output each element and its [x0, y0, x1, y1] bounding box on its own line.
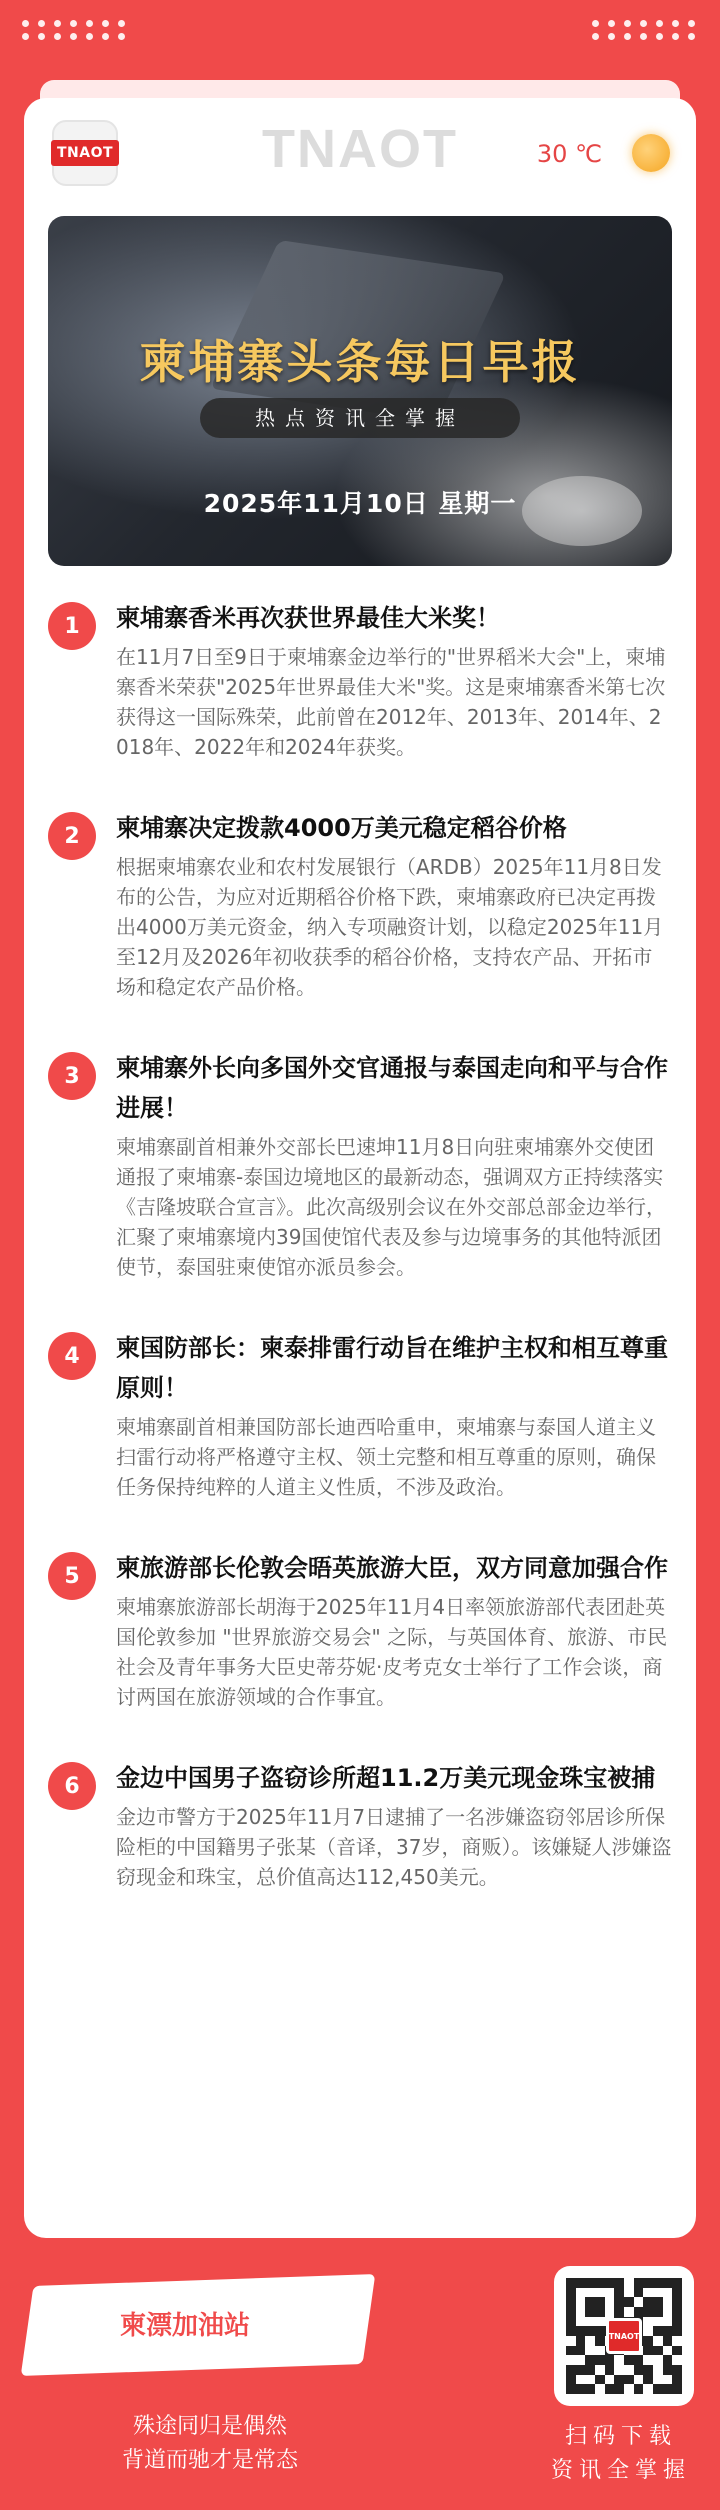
news-title[interactable]: 金边中国男子盗窃诊所超11.2万美元现金珠宝被捕	[116, 1764, 656, 1792]
news-title[interactable]: 柬国防部长：柬泰排雷行动旨在维护主权和相互尊重原则！	[116, 1334, 668, 1402]
footer-slogan	[90, 2410, 330, 2478]
newsletter-card	[24, 98, 696, 2238]
news-number-badge: 5	[48, 1552, 96, 1600]
news-number-badge: 2	[48, 812, 96, 860]
news-title[interactable]: 柬旅游部长伦敦会晤英旅游大臣，双方同意加强合作	[116, 1554, 668, 1582]
news-number-badge: 4	[48, 1332, 96, 1380]
news-body: 金边市警方于2025年11月7日逮捕了一名涉嫌盗窃邻居诊所保险柜的中国籍男子张某（音译，37岁，商贩）。该嫌疑人涉嫌盗窃现金和珠宝，总价值高达112,450美元。	[116, 1805, 672, 1889]
news-body: 柬埔寨旅游部长胡海于2025年11月4日率领旅游部代表团赴英国伦敦参加 "世界旅游交易会" 之际，与英国体育、旅游、市民社会及青年事务大臣史蒂芬妮·皮考克女士举行了工作会谈，商讨两国在旅游领域的合作事宜。	[116, 1595, 668, 1709]
logo-text: TNAOT	[51, 140, 119, 166]
temperature-readout: 30 ℃	[536, 140, 602, 168]
qr-caption-line-2: 资讯全掌握	[550, 2458, 691, 2483]
news-body: 柬埔寨副首相兼外交部长巴速坤11月8日向驻柬埔寨外交使团通报了柬埔寨-泰国边境地区的最新动态，强调双方正持续落实《吉隆坡联合宣言》。此次高级别会议在外交部总部金边举行，汇聚了柬埔寨境内39国使馆代表及参与边境事务的其他特派团使节，泰国驻柬使馆亦派员参会。	[116, 1135, 666, 1279]
news-item[interactable]	[48, 1328, 672, 1502]
news-number-badge: 6	[48, 1762, 96, 1810]
banner-date: 2025年11月10日 星期一	[203, 489, 517, 518]
card-header	[24, 98, 696, 208]
news-title[interactable]: 柬埔寨香米再次获世界最佳大米奖！	[116, 604, 500, 632]
sun-icon	[632, 134, 670, 172]
news-list	[48, 598, 672, 1938]
qr-code[interactable]	[554, 2266, 694, 2406]
slogan-line-1: 殊途同归是偶然	[132, 2414, 287, 2439]
news-title[interactable]: 柬埔寨决定拨款4000万美元稳定稻谷价格	[116, 814, 567, 842]
news-item[interactable]	[48, 1758, 672, 1892]
qr-caption	[546, 2420, 696, 2488]
brand-title: TNAOT	[262, 119, 458, 179]
decorative-dots-left	[22, 20, 128, 40]
news-body: 根据柬埔寨农业和农村发展银行（ARDB）2025年11月8日发布的公告，为应对近期稻谷价格下跌，柬埔寨政府已决定再拨出4000万美元资金，纳入专项融资计划，以稳定2025年11月至12月及2026年初收获季的稻谷价格，支持农产品、开拓市场和稳定农产品价格。	[116, 855, 664, 999]
news-body: 柬埔寨副首相兼国防部长迪西哈重申，柬埔寨与泰国人道主义扫雷行动将严格遵守主权、领土完整和相互尊重的原则，确保任务保持纯粹的人道主义性质，不涉及政治。	[116, 1415, 656, 1499]
banner-title: 柬埔寨头条每日早报	[139, 335, 581, 389]
news-number-badge: 3	[48, 1052, 96, 1100]
slogan-line-2: 背道而驰才是常态	[121, 2448, 298, 2473]
news-item[interactable]	[48, 598, 672, 762]
hero-banner	[48, 216, 672, 566]
news-item[interactable]	[48, 1048, 672, 1282]
news-body: 在11月7日至9日于柬埔寨金边举行的"世界稻米大会"上，柬埔寨香米荣获"2025年世界最佳大米"奖。这是柬埔寨香米第七次获得这一国际殊荣，此前曾在2012年、2013年、2014年、2018年、2022年和2024年获奖。	[116, 645, 666, 759]
news-title[interactable]: 柬埔寨外长向多国外交官通报与泰国走向和平与合作进展！	[116, 1054, 668, 1122]
footer-strip-title: 柬漂加油站	[120, 2311, 251, 2341]
qr-logo: TNAOT	[606, 2318, 642, 2354]
banner-subtitle: 热点资讯全掌握	[200, 398, 520, 438]
news-number-badge: 1	[48, 602, 96, 650]
news-item[interactable]	[48, 1548, 672, 1712]
news-item[interactable]	[48, 808, 672, 1002]
qr-caption-line-1: 扫码下载	[564, 2424, 677, 2449]
decorative-dots-right	[592, 20, 698, 40]
